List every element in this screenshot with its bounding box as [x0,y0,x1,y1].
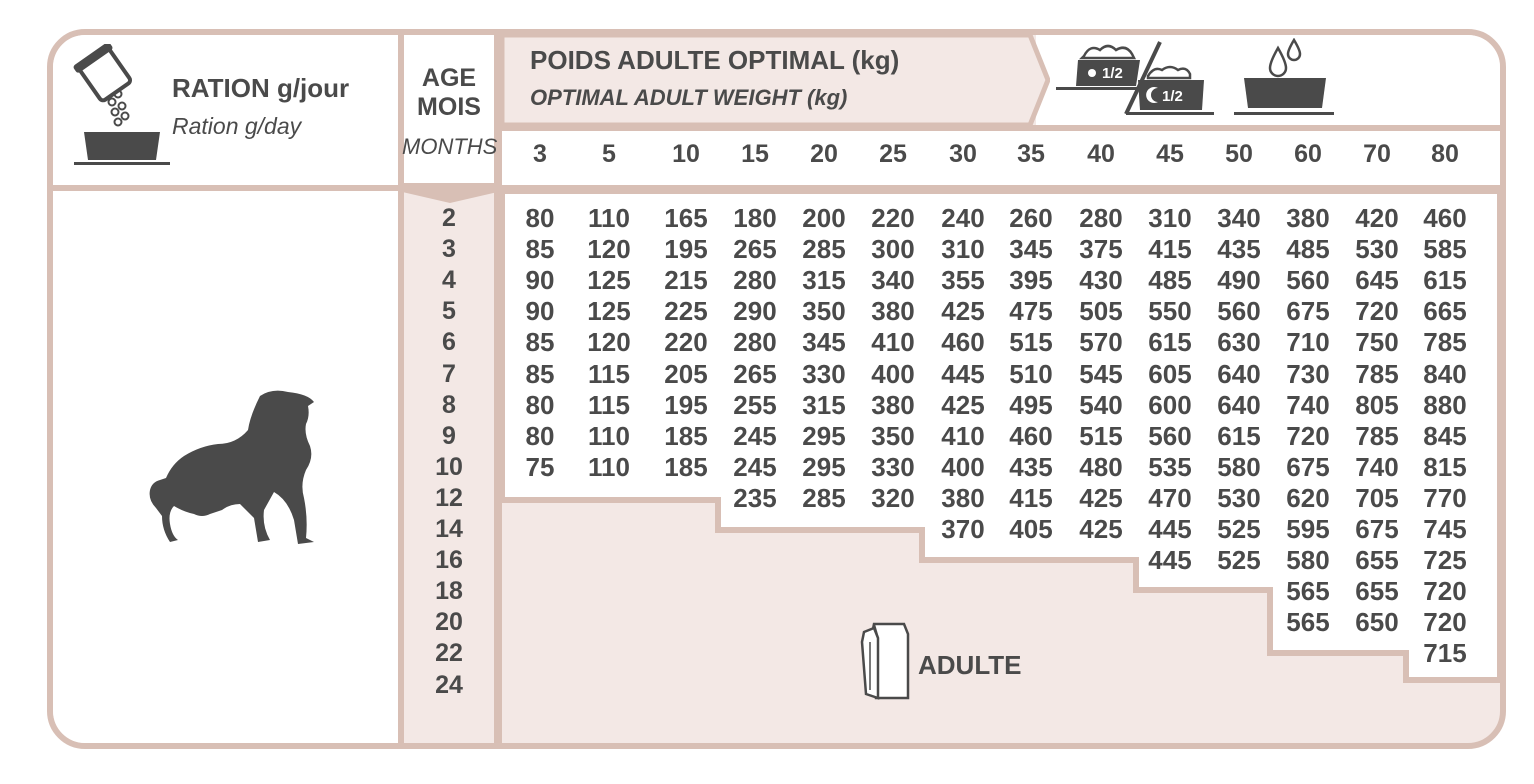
ration-cell: 110 [588,451,630,482]
ration-cell: 425 [1079,514,1123,544]
ration-cell: 395 [1009,265,1053,296]
ration-cell: 90 [525,265,555,296]
age-row-label: 18 [435,577,463,606]
ration-cell: 530 [1217,482,1261,513]
age-title-line1: AGE [421,64,477,92]
ration-cell: 740 [1286,389,1330,420]
ration-cell: 280 [733,265,777,296]
ration-cell: 295 [802,451,846,482]
ration-cell: 165 [664,203,708,233]
ration-cell: 480 [1079,451,1123,482]
weight-column-header: 25 [879,140,907,168]
ration-cell: 560 [1148,420,1192,451]
ration-cell: 80 [525,203,555,233]
age-row-label: 3 [442,235,456,264]
ration-cell: 720 [1355,296,1399,327]
ration-cell: 565 [1286,607,1330,638]
ration-cell: 340 [1217,203,1261,233]
ration-cell: 665 [1423,296,1467,327]
ration-cell: 530 [1355,234,1399,265]
age-row-label: 5 [442,297,456,326]
age-row-label: 9 [442,421,456,450]
ration-cell: 675 [1355,514,1399,544]
ration-cell: 600 [1148,389,1192,420]
ration-cell: 640 [1217,389,1261,420]
ration-cell: 185 [664,451,708,482]
ration-cell: 415 [1009,482,1053,513]
ration-cell: 645 [1355,265,1399,296]
ration-cell: 580 [1286,545,1330,576]
ration-cell: 110 [588,203,630,233]
ration-cell: 380 [871,296,915,327]
ration-cell: 785 [1355,420,1399,451]
ration-cell: 80 [525,389,555,420]
weight-column-header: 70 [1363,140,1391,168]
ration-cell: 620 [1286,482,1330,513]
ration-cell: 85 [525,234,555,265]
ration-cell: 615 [1217,420,1261,451]
ration-cell: 605 [1148,358,1192,389]
ration-cell: 460 [941,327,985,358]
ration-cell: 285 [802,482,846,513]
ration-cell: 805 [1355,389,1399,420]
ration-cell: 315 [802,389,846,420]
ration-cell: 655 [1355,545,1399,576]
ration-cell: 720 [1286,420,1330,451]
weight-column-header: 10 [672,140,700,168]
ration-cell: 345 [1009,234,1053,265]
age-row-label: 8 [442,390,456,419]
ration-cell: 725 [1423,545,1467,576]
age-row-label: 4 [442,266,456,295]
ration-cell: 750 [1355,327,1399,358]
ration-cell: 315 [802,265,846,296]
ration-cell: 720 [1423,607,1467,638]
ration-cell: 200 [802,203,846,233]
ration-cell: 295 [802,420,846,451]
ration-cell: 535 [1148,451,1192,482]
weight-column-header: 45 [1156,140,1184,168]
ration-cell: 195 [664,389,708,420]
ration-cell: 125 [587,296,631,327]
ration-cell: 485 [1286,234,1330,265]
weight-column-header: 20 [810,140,838,168]
weight-column-header: 40 [1087,140,1115,168]
ration-cell: 730 [1286,358,1330,389]
ration-cell: 245 [733,451,777,482]
age-row-label: 10 [435,452,463,481]
age-row-label: 7 [442,359,456,388]
ration-cell: 285 [802,234,846,265]
age-title [402,64,496,122]
ration-cell: 640 [1217,358,1261,389]
ration-cell: 290 [733,296,777,327]
ration-cell: 405 [1009,514,1053,544]
ration-cell: 815 [1423,451,1467,482]
weight-column-header: 3 [533,140,547,168]
ration-cell: 650 [1355,607,1399,638]
ration-cell: 400 [871,358,915,389]
ration-cell: 125 [587,265,631,296]
ration-cell: 205 [664,358,708,389]
ration-cell: 570 [1079,327,1123,358]
weight-column-header: 60 [1294,140,1322,168]
header-divider [53,185,1500,191]
night-portion-label: 1/2 [1162,88,1183,105]
ration-cell: 75 [525,451,555,482]
ration-cell: 120 [587,234,631,265]
ration-cell: 380 [941,482,985,513]
ration-cell: 280 [1079,203,1123,233]
water-bowl-icon [1234,38,1336,118]
ration-cell: 710 [1286,327,1330,358]
age-row-label: 22 [435,639,463,668]
ration-cell: 310 [1148,203,1192,233]
ration-cell: 495 [1009,389,1053,420]
ration-cell: 615 [1423,265,1467,296]
ration-cell: 115 [588,389,630,420]
ration-cell: 420 [1355,203,1399,233]
weight-column-header: 80 [1431,140,1459,168]
ration-cell: 705 [1355,482,1399,513]
ration-cell: 265 [733,358,777,389]
ration-cell: 550 [1148,296,1192,327]
ration-cell: 180 [733,203,777,233]
ration-cell: 715 [1423,638,1467,669]
ration-cell: 330 [802,358,846,389]
ration-cell: 310 [941,234,985,265]
ration-cell: 770 [1423,482,1467,513]
weight-column-header: 15 [741,140,769,168]
ration-cell: 265 [733,234,777,265]
ration-cell: 340 [871,265,915,296]
ration-cell: 525 [1217,514,1261,544]
ration-cell: 595 [1286,514,1330,544]
ration-cell: 425 [941,296,985,327]
ration-cell: 460 [1423,203,1467,233]
ration-cell: 255 [733,389,777,420]
ration-cell: 400 [941,451,985,482]
ration-cell: 675 [1286,451,1330,482]
age-row-label: 6 [442,328,456,357]
ration-cell: 300 [871,234,915,265]
ration-cell: 235 [733,482,777,513]
ration-cell: 115 [588,358,630,389]
ration-title: RATION g/jour [172,73,350,103]
ration-cell: 540 [1079,389,1123,420]
ration-cell: 185 [664,420,708,451]
age-row-label: 16 [435,546,463,575]
age-row-label: 14 [435,515,463,543]
ration-cell: 425 [1079,482,1123,513]
ration-cell: 490 [1217,265,1261,296]
ration-cell: 85 [525,358,555,389]
ration-cell: 580 [1217,451,1261,482]
meal-split-day-night-icon [1056,38,1216,120]
age-chevron [398,183,502,205]
age-subtitle: MONTHS [402,134,498,159]
ration-cell: 435 [1217,234,1261,265]
ration-cell: 675 [1286,296,1330,327]
ration-cell: 880 [1423,389,1467,420]
day-portion-label: 1/2 [1102,65,1123,82]
dog-silhouette-icon [148,388,318,550]
weight-column-header: 35 [1017,140,1045,168]
ration-cell: 515 [1079,420,1123,451]
ration-cell: 545 [1079,358,1123,389]
ration-cell: 720 [1423,576,1467,607]
ration-cell: 240 [941,203,985,233]
ration-cell: 375 [1079,234,1123,265]
ration-cell: 345 [802,327,846,358]
weight-title: POIDS ADULTE OPTIMAL (kg) [530,45,900,75]
ration-cell: 560 [1286,265,1330,296]
ration-cell: 380 [871,389,915,420]
ration-cell: 350 [871,420,915,451]
ration-cell: 470 [1148,482,1192,513]
ration-cell: 215 [664,265,708,296]
ration-cell: 350 [802,296,846,327]
ration-cell: 515 [1009,327,1053,358]
ration-cell: 445 [1148,514,1192,544]
ration-cell: 330 [871,451,915,482]
ration-cell: 415 [1148,234,1192,265]
ration-cell: 585 [1423,234,1467,265]
ration-cell: 565 [1286,576,1330,607]
ration-cell: 370 [941,514,985,544]
ration-cell: 85 [525,327,555,358]
ration-cell: 110 [588,420,630,451]
ration-cell: 380 [1286,203,1330,233]
pouring-kibble-bowl-icon [72,44,172,166]
ration-cell: 80 [525,420,555,451]
ration-cell: 485 [1148,265,1192,296]
ration-cell: 410 [941,420,985,451]
ration-cell: 445 [1148,545,1192,576]
weight-column-header: 5 [602,140,616,168]
ration-cell: 740 [1355,451,1399,482]
ration-cell: 220 [871,203,915,233]
age-row-label: 24 [435,670,463,699]
ration-cell: 220 [664,327,708,358]
age-row-label: 12 [435,483,463,512]
ration-cell: 630 [1217,327,1261,358]
food-bag-icon [860,620,910,702]
ration-cell: 425 [941,389,985,420]
age-title-line2: MOIS [417,93,481,121]
ration-cell: 655 [1355,576,1399,607]
ration-cell: 410 [871,327,915,358]
age-row-label: 2 [442,204,456,232]
ration-cell: 460 [1009,420,1053,451]
ration-cell: 90 [525,296,555,327]
ration-cell: 120 [587,327,631,358]
ration-cell: 355 [941,265,985,296]
age-row-label: 20 [435,608,463,637]
ration-cell: 525 [1217,545,1261,576]
ration-cell: 280 [733,327,777,358]
ration-cell: 785 [1423,327,1467,358]
weight-column-header: 50 [1225,140,1253,168]
ration-subtitle: Ration g/day [172,113,302,139]
ration-cell: 320 [871,482,915,513]
ration-cell: 785 [1355,358,1399,389]
ration-cell: 510 [1009,358,1053,389]
ration-cell: 260 [1009,203,1053,233]
ration-cell: 445 [941,358,985,389]
ration-cell: 745 [1423,514,1467,544]
ration-cell: 840 [1423,358,1467,389]
ration-cell: 195 [664,234,708,265]
ration-cell: 505 [1079,296,1123,327]
ration-cell: 430 [1079,265,1123,296]
ration-cell: 475 [1009,296,1053,327]
adult-label: ADULTE [918,650,1022,680]
weight-subtitle: OPTIMAL ADULT WEIGHT (kg) [530,85,848,110]
ration-cell: 245 [733,420,777,451]
ration-cell: 845 [1423,420,1467,451]
ration-cell: 225 [664,296,708,327]
ration-cell: 615 [1148,327,1192,358]
weight-column-header: 30 [949,140,977,168]
ration-cell: 435 [1009,451,1053,482]
ration-cell: 560 [1217,296,1261,327]
